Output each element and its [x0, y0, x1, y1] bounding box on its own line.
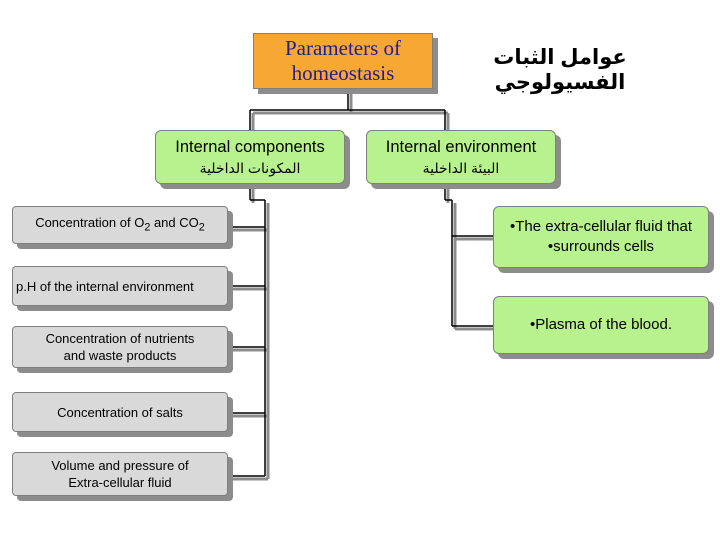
category-internal-components	[155, 130, 345, 184]
item-text-line1: Volume and pressure of	[51, 458, 189, 473]
item-ph	[12, 266, 228, 306]
category-arabic: المكونات الداخلية	[199, 159, 301, 176]
item-text: Concentration of $O_2$ and $CO_2$	[35, 214, 205, 234]
category-title: Internal environment	[385, 137, 537, 156]
item-text-line1: Concentration of nutrients	[45, 331, 195, 346]
item-gas-concentration	[12, 206, 228, 244]
item-text-line2: Extra-cellular fluid	[68, 475, 172, 490]
item-extracellular-fluid	[493, 206, 709, 268]
root-node	[253, 33, 433, 89]
root-title-line2: homeostasis	[291, 61, 395, 85]
item-text: p.H of the internal environment	[16, 278, 194, 294]
item-ecf-volume-pressure	[12, 452, 228, 496]
item-salts	[12, 392, 228, 432]
arabic-title: عوامل الثبات الفسيولوجي	[493, 46, 627, 94]
item-text: Concentration of salts	[57, 404, 183, 420]
category-arabic: البيئة الداخلية	[422, 159, 500, 176]
item-text: •Plasma of the blood.	[529, 316, 672, 333]
item-blood-plasma	[493, 296, 709, 354]
root-title-line1: Parameters of	[284, 36, 402, 60]
item-text-line2: and waste products	[63, 348, 177, 363]
category-title: Internal components	[175, 137, 325, 156]
item-nutrients-waste	[12, 326, 228, 368]
item-text-line2: •surrounds cells	[547, 238, 655, 255]
category-internal-environment	[366, 130, 556, 184]
item-text-line1: •The extra-cellular fluid that	[510, 218, 692, 235]
